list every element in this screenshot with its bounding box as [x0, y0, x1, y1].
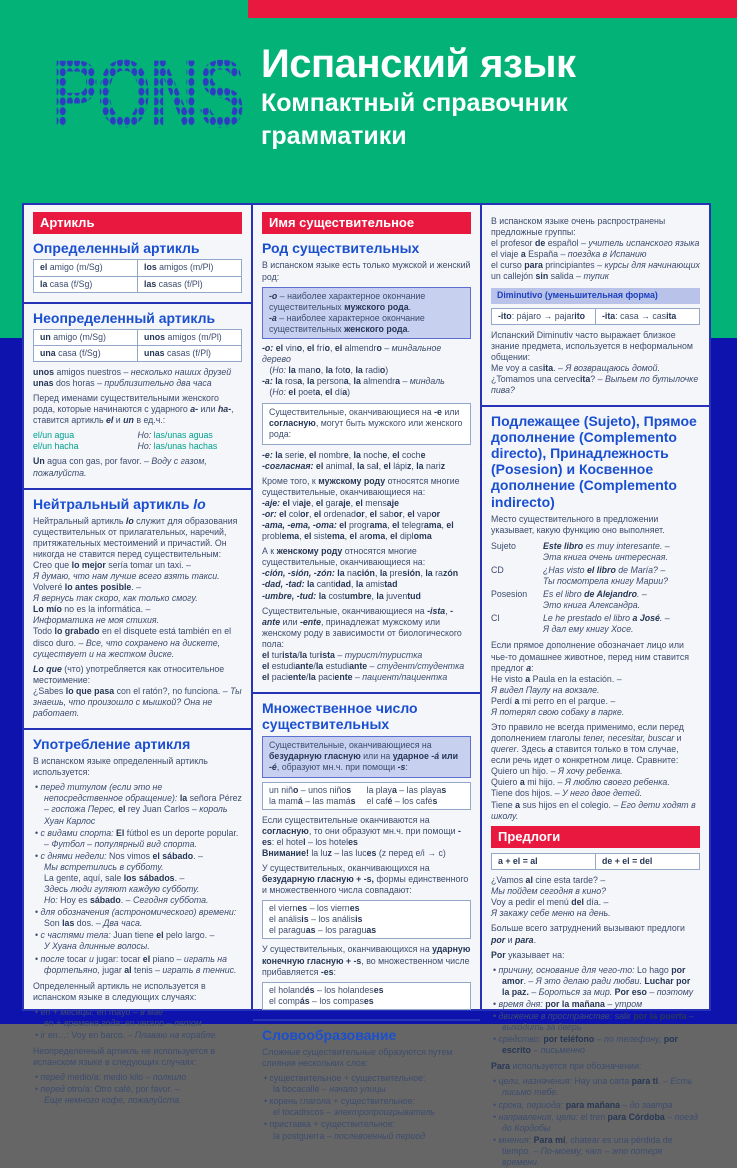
bullet-item: • приставка + существительное: la postguerra – послевоенный период — [264, 1119, 471, 1141]
function-label: Sujeto — [491, 540, 516, 551]
example-box-column: la playa – las playas el café – los cafés — [366, 784, 447, 806]
card-subtitle-line2: грамматики — [261, 121, 407, 150]
paragraph: А к женскому роду относятся многие существительные, оканчивающиеся на: -ción, -sión, -zón: la nación, la presión, la razón -dad, -tad: la cantidad, la amistad -umbre, -tud: la costumbre, la juventud — [262, 546, 459, 601]
paragraph: У существительных, оканчивающихся на безударную гласную + -s, формы единственного и множественного числа совпадают: — [262, 863, 469, 896]
function-row — [491, 541, 700, 563]
subsection-heading: Подлежащее (Sujeto), Прямое дополнение (Complemento directo), Принадлежность (Posesion) и Косвенное дополнение (Complemento indirecto) — [482, 405, 709, 510]
paragraph: Перед именами существительными женского рода, которые начинаются с ударного a- или ha-, ставится артикль el и un в ед.ч.: — [33, 393, 234, 426]
bullet-list — [262, 1073, 471, 1141]
bullet-item: • движение в пространстве: salir por la puerta – выходить за дверь — [493, 1011, 700, 1033]
bullet-item: • средство: por teléfono – по телефону, por escrito – письменно — [493, 1034, 700, 1056]
bullet-list — [33, 782, 242, 975]
bullet-item: • причину, основание для чего-то: Lo hago por amor. – Я это делаю ради любви. Luchar por la paz. – Бороться за мир. Por eso – поэтому — [493, 965, 700, 998]
function-example: Le he prestado el libro a José. – Я дал ему книгу Хосе. — [543, 613, 670, 635]
top-red-bar — [248, 0, 737, 18]
bullet-list — [491, 1076, 700, 1168]
paragraph: В испанском языке есть только мужской и женский род: — [262, 260, 471, 282]
table-row — [492, 309, 699, 324]
bullet-item: • с видами спорта: El fútbol es un deporte popular. – Футбол – популярный вид спорта. — [35, 828, 242, 850]
bullet-item: • ir en…: Voy en barco. – Плаваю на корабле. — [35, 1030, 242, 1041]
table-cell: unos amigos (m/Pl) — [137, 330, 241, 345]
paragraph: Если существительные оканчиваются на согласную, то они образуют мн.ч. при помощи -es: el hotel – los hoteles Внимание! la luz – las luces (z перед e/i → c) — [262, 814, 461, 858]
paragraph: В испанском языке очень распространены предложные группы: el profesor de español – учитель испанского языка el viaje a España – поездка в Испанию el curso para principiantes – курсы для начинающих un callejón sin salida – тупик — [491, 216, 700, 282]
card-title: Испанский язык — [261, 42, 576, 86]
table-cell: Но: las/unas hachas — [137, 441, 218, 452]
paragraph: Определенный артикль не используется в испанском языке в следующих случаях: — [33, 980, 206, 1002]
diminutivo-header-bar: Diminutivo (уменьшительная форма) — [491, 288, 700, 303]
column-prepositions — [480, 205, 709, 1167]
bullet-list — [33, 1072, 242, 1106]
bullet-list — [33, 1007, 242, 1041]
subsection-heading: Неопределенный артикль — [24, 302, 251, 326]
paragraph: Un agua con gas, por favor. – Воду с газом, пожалуйста. — [33, 456, 207, 478]
paragraph: unos amigos nuestros – несколько наших друзей unas dos horas – приблизительно два часа — [33, 366, 232, 388]
bullet-item: • цели, назначения: Hay una carta para ti. – Есть письмо тебе. — [493, 1076, 700, 1098]
bullet-item: • перед титулом (если это не непосредственное обращение): la señora Pérez – госпожа Перес, el rey Juan Carlos – король Хуан Карлос — [35, 782, 242, 826]
pons-logo-text: PONS — [52, 40, 244, 148]
function-label: CD — [491, 564, 504, 575]
function-row — [491, 589, 700, 611]
bullet-item: • для обозначения (астрономического) времени: Son las dos. – Два часа. — [35, 907, 242, 929]
paragraph: Lo que (что) употребляется как относительное местоимение: ¿Sabes lo que pasa con el ratón?, no funciona. – Ты знаешь, что произошло с мышкой? Она не работает. — [33, 663, 242, 718]
table-row — [34, 260, 241, 275]
table-cell: el amigo (m/Sg) — [40, 262, 103, 273]
paragraph: Это правило не всегда применимо, если перед дополнением глаголы tener, necesitar, buscar и querer. Здесь a ставится только в том случае, если речь идет о конкретном лице. Сравните: Quiero un hijo. – Я хочу ребенка. Quiero a mi hijo. – Я люблю своего ребенка. Tiene dos hijos. – У него двое детей. Tiene a sus hijos en el colegio. – Его дети ходят в школу. — [491, 721, 696, 821]
content-panel — [22, 203, 711, 1167]
paragraph: Испанский Diminutiv часто выражает близкое знание предмета, используется в неформальном общении: Me voy a casita. – Я возвращаюсь домой. ¿Tomamos una cervecita? – Выпьем по бутылочке пива? — [491, 329, 699, 396]
table-cell: de + el = del — [595, 854, 699, 869]
table-cell: el/un agua — [33, 430, 75, 441]
rule-note-box: Существительные, оканчивающиеся на безударную гласную или на ударное -á или -é, образуют мн.ч. при помощи -s: — [262, 736, 471, 777]
paragraph: Место существительного в предложении указывает, какую функцию оно выполняет. — [491, 513, 665, 535]
bullet-item: • с частями тела: Juan tiene el pelo largo. – У Хуана длинные волосы. — [35, 930, 242, 952]
function-row — [491, 565, 700, 587]
card-subtitle-line1: Компактный справочник — [261, 89, 568, 117]
example-table — [33, 259, 242, 292]
table-row — [33, 441, 242, 452]
table-row — [492, 854, 699, 869]
bullet-item: • перед otro/a: Otro café, por favor. – Еще немного кофе, пожалуйста. — [35, 1084, 242, 1106]
function-table — [491, 541, 700, 636]
table-row — [34, 276, 241, 292]
bullet-item: • направления, цели: el tren para Córdoba – поезд до Кордобы — [493, 1112, 700, 1134]
example-box-two-col — [262, 782, 471, 810]
subsection-heading: Множественное число существительных — [253, 692, 480, 732]
table-cell: -ito: pájaro → pajarito — [498, 310, 586, 321]
paragraph: -e: la serie, el nombre, la noche, el coche -согласная: el animal, la sal, el lápiz, la nariz — [262, 449, 446, 471]
paragraph: Неопределенный артикль не используется в испанском языке в следующих случаях: — [33, 1046, 216, 1068]
function-label: Posesion — [491, 589, 528, 600]
table-cell: unas casas (f/Pl) — [137, 346, 241, 361]
paragraph: Сложные существительные образуются путем слияния нескольких слов: — [262, 1046, 453, 1069]
bullet-item: • время дня: por la mañana – утром — [493, 999, 700, 1010]
bullet-item: • корень глагола + существительное: el tocadiscos – электропроигрыватель — [264, 1096, 471, 1118]
table-cell: -ita: casa → casita — [595, 309, 699, 324]
bullet-item: • существительное + существительное: la bocacalle – начало улицы — [264, 1073, 471, 1095]
rule-box: Существительные, оканчивающиеся на -e или согласную, могут быть мужского или женского рода: — [262, 403, 471, 444]
example-table — [491, 853, 700, 870]
subsection-heading: Определенный артикль — [33, 240, 200, 257]
table-cell: a + el = al — [498, 856, 538, 867]
paragraph: Por указывает на: — [491, 949, 565, 960]
section-header-bar: Имя существительное — [262, 212, 471, 234]
column-noun — [251, 205, 480, 1141]
column-article — [24, 205, 251, 1106]
example-box: el holandés – los holandeses el compás – los compases — [262, 982, 471, 1010]
table-cell: los amigos (m/Pl) — [137, 260, 241, 275]
table-cell: las casas (f/Pl) — [137, 277, 241, 292]
paragraph: Кроме того, к мужскому роду относятся многие существительные, оканчивающиеся на: -aje: el viaje, el garaje, el mensaje -or: el color, el ordenador, el sabor, el vapor -ama, -ema, -oma: el programa, el telegrama, el problema, el sistema, el aroma, el diploma — [262, 475, 460, 542]
example-box: el viernes – los viernes el análisis – los análisis el paraguas – los paraguas — [262, 900, 471, 939]
table-row — [34, 345, 241, 361]
function-example: Este libro es muy interesante. – Эта книга очень интересная. — [543, 540, 670, 562]
example-table — [491, 308, 700, 325]
subsection-heading: Употребление артикля — [24, 728, 251, 752]
paragraph: Нейтральный артикль lo служит для образования существительных от прилагательных, наречий, притяжательных местоимений и причастий. Он никогда не ставится перед существительным: Creo que lo mejor sería tomar un taxi. – Я думаю, что нам лучше всего взять такси. Volveré lo antes posible. – Я вернусь так скоро, как только смогу. Lo mío no es la informática. – Информатика не моя стихия. Todo lo grabado en el disquete está también en el disco duro. – Все, что сохранено на дискете, существует и на жестком диске. — [33, 515, 238, 659]
table-cell: Но: las/unas aguas — [137, 430, 213, 441]
paragraph: ¿Vamos al cine esta tarde? – Мы пойдем сегодня в кино? Voy a pedir el menú del día. – Я закажу себе меню на день. — [491, 875, 611, 919]
section-header-bar: Предлоги — [491, 826, 700, 848]
table-cell: la casa (f/Sg) — [40, 278, 93, 289]
function-example: Es el libro de Alejandro. – Это книга Александра. — [543, 589, 647, 611]
bullet-list — [491, 965, 700, 1057]
section-header-bar: Артикль — [33, 212, 242, 234]
subsection-heading: Род существительных — [262, 240, 420, 257]
paragraph: У существительных, оканчивающихся на ударную конечную гласную + -s, во множественном числе прибавляется -es: — [262, 944, 471, 977]
bullet-item: • мнения: Para mí, chatear es una pérdida de tiempo. – По-моему, чат – это потеря времени. — [493, 1135, 700, 1168]
example-table — [33, 329, 242, 362]
header-titles — [261, 42, 576, 152]
table-row — [34, 330, 241, 345]
example-box-column: un niño – unos niños la mamá – las mamás — [269, 784, 356, 806]
paragraph: Больше всего затруднений вызывают предлоги por и para. — [491, 923, 685, 945]
paragraph: Существительные, оканчивающиеся на -ista, -ante или -ente, принадлежат мужскому или женскому роду в зависимости от биологического пола: el turista/la turista – турист/туристка el estudiante/la estudiante – студент/студентка el paciente/la paciente – пациент/пациентка — [262, 605, 465, 683]
table-cell: un amigo (m/Sg) — [40, 331, 106, 342]
function-row — [491, 613, 700, 635]
bullet-item: • срока, периода: para mañana – до завтра — [493, 1100, 700, 1111]
bullet-item: • после tocar и jugar: tocar el piano – играть на фортепьяно, jugar al tenis – играть в теннис. — [35, 954, 242, 976]
subsection-heading: Словообразование — [253, 1019, 480, 1043]
pons-logo-svg — [52, 38, 247, 148]
paragraph: Para используется при обозначении: — [491, 1061, 642, 1072]
paragraph: Если прямое дополнение обозначает лицо или чье-то домашнее животное, перед ним ставится предлог a: He visto a Paula en la estación. – Я видел Паулу на вокзале. Perdí a mi perro en el parque. – Я потерял свою собаку в парке. — [491, 640, 689, 717]
table-cell: una casa (f/Sg) — [40, 347, 101, 358]
paragraph: В испанском языке определенный артикль используется: — [33, 756, 208, 778]
bullet-item: • с днями недели: Nos vimos el sábado. – Мы встретились в субботу. La gente, aquí, sale los sábados. – Здесь люди гуляют каждую субботу. Но: Hoy es sábado. – Сегодня суббота. — [35, 851, 242, 906]
paragraph: -o: el vino, el frío, el almendro – миндальное дерево (Но: la mano, la foto, la radio) -a: la rosa, la persona, la almendra – миндаль (Но: el poeta, el día) — [262, 342, 445, 398]
example-pair-lines — [33, 430, 242, 452]
bullet-item: • перед medio/a: medio kilo – полкило — [35, 1072, 242, 1083]
table-row — [33, 430, 242, 441]
function-example: ¿Has visto el libro de María? – Ты посмотрела книгу Марии? — [543, 564, 669, 587]
function-label: CI — [491, 613, 500, 624]
bullet-item: • en + месяцы: en mayo – в мае en + времена года: en verano – летом — [35, 1007, 242, 1029]
subsection-heading: Нейтральный артикль lo — [24, 488, 251, 512]
rule-note-box: -o – наиболее характерное окончание существительных мужского рода. -a – наиболее характерное окончание существительных женского рода. — [262, 287, 471, 339]
table-cell: el/un hacha — [33, 441, 79, 452]
pons-logo — [52, 38, 247, 148]
